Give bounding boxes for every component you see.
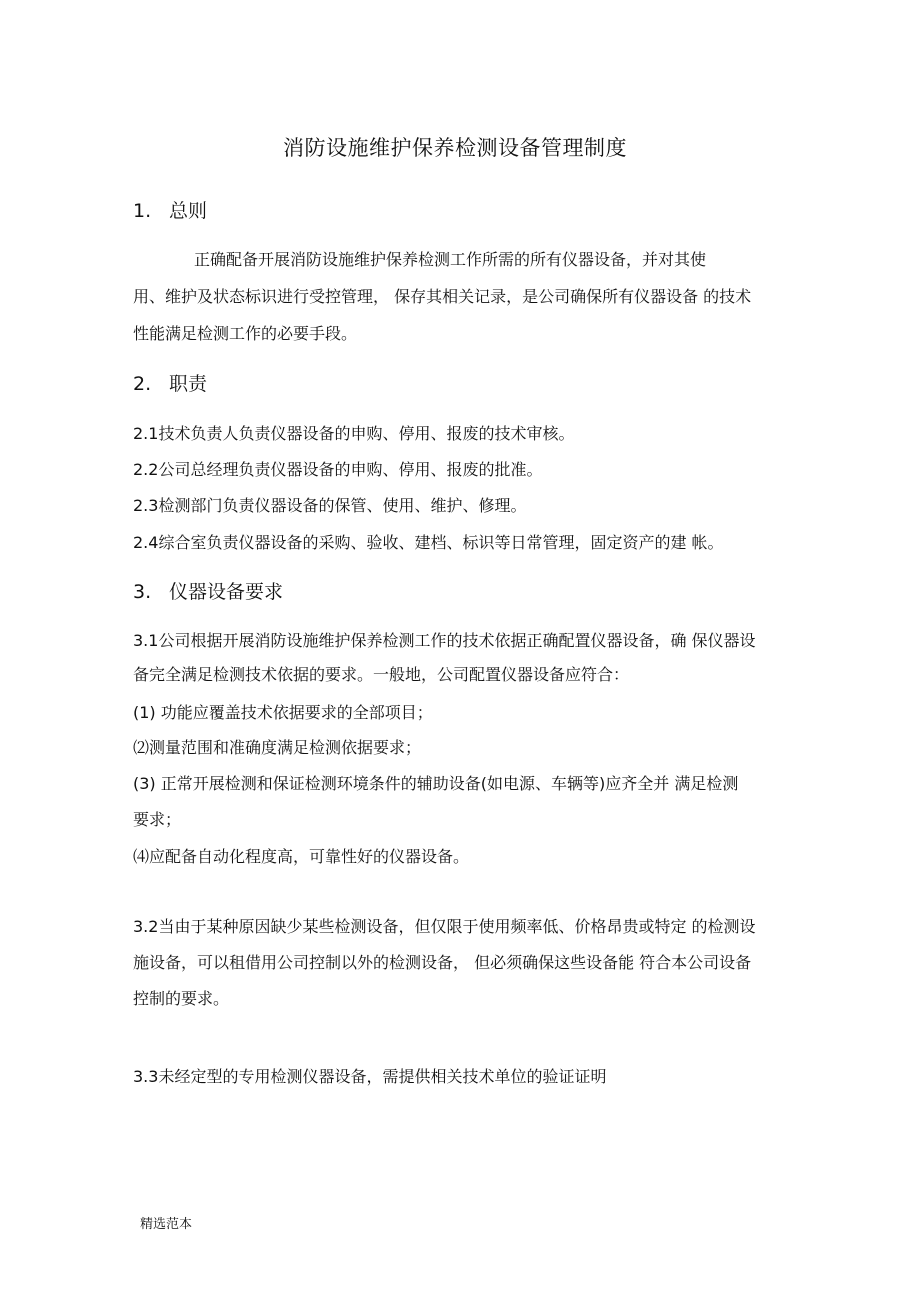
list-item: ⑵测量范围和准确度满足检测依据要求； bbox=[133, 738, 422, 757]
section-number: 3. bbox=[133, 581, 152, 603]
paragraph-line: 3.1公司根据开展消防设施维护保养检测工作的技术依据正确配置仪器设备，确 保仪器设 bbox=[133, 631, 756, 650]
list-item: (1) 功能应覆盖技术依据要求的全部项目； bbox=[133, 703, 433, 722]
section-title: 仪器设备要求 bbox=[169, 581, 284, 603]
section-number: 2. bbox=[133, 373, 152, 395]
paragraph-line: 备完全满足检测技术依据的要求。一般地，公司配置仪器设备应符合： bbox=[133, 665, 630, 684]
section-title: 总则 bbox=[169, 200, 208, 222]
paragraph-line: 施设备，可以租借用公司控制以外的检测设备， 但必须确保这些设备能 符合本公司设备 bbox=[133, 953, 752, 972]
page-footer: 精选范本 bbox=[140, 1217, 193, 1232]
paragraph-line: 性能满足检测工作的必要手段。 bbox=[133, 324, 358, 343]
section-number: 1. bbox=[133, 200, 152, 222]
list-item: 2.1技术负责人负责仪器设备的申购、停用、报废的技术审核。 bbox=[133, 424, 575, 443]
list-item: ⑷应配备自动化程度高，可靠性好的仪器设备。 bbox=[133, 847, 470, 866]
section-heading-1 bbox=[133, 198, 207, 224]
list-item-continuation: 要求； bbox=[133, 810, 182, 829]
list-item: 2.4综合室负责仪器设备的采购、验收、建档、标识等日常管理，固定资产的建 帐。 bbox=[133, 533, 724, 552]
paragraph-line: 用、维护及状态标识进行受控管理， 保存其相关记录，是公司确保所有仪器设备 的技术 bbox=[133, 287, 752, 306]
paragraph-line: 控制的要求。 bbox=[133, 989, 230, 1008]
list-item: 2.3检测部门负责仪器设备的保管、使用、维护、修理。 bbox=[133, 496, 527, 515]
paragraph-line: 3.2当由于某种原因缺少某些检测设备，但仅限于使用频率低、价格昂贵或特定 的检测设 bbox=[133, 917, 756, 936]
section-heading-3 bbox=[133, 579, 283, 605]
list-item: 2.2公司总经理负责仪器设备的申购、停用、报废的批准。 bbox=[133, 460, 543, 479]
page-title: 消防设施维护保养检测设备管理制度 bbox=[283, 136, 627, 160]
section-title: 职责 bbox=[169, 373, 208, 395]
list-item: (3) 正常开展检测和保证检测环境条件的辅助设备(如电源、车辆等)应齐全并 满足检测 bbox=[133, 774, 739, 793]
paragraph-line: 3.3未经定型的专用检测仪器设备，需提供相关技术单位的验证证明 bbox=[133, 1067, 607, 1086]
section-heading-2 bbox=[133, 371, 207, 397]
paragraph-line: 正确配备开展消防设施维护保养检测工作所需的所有仪器设备，并对其使 bbox=[194, 250, 707, 269]
